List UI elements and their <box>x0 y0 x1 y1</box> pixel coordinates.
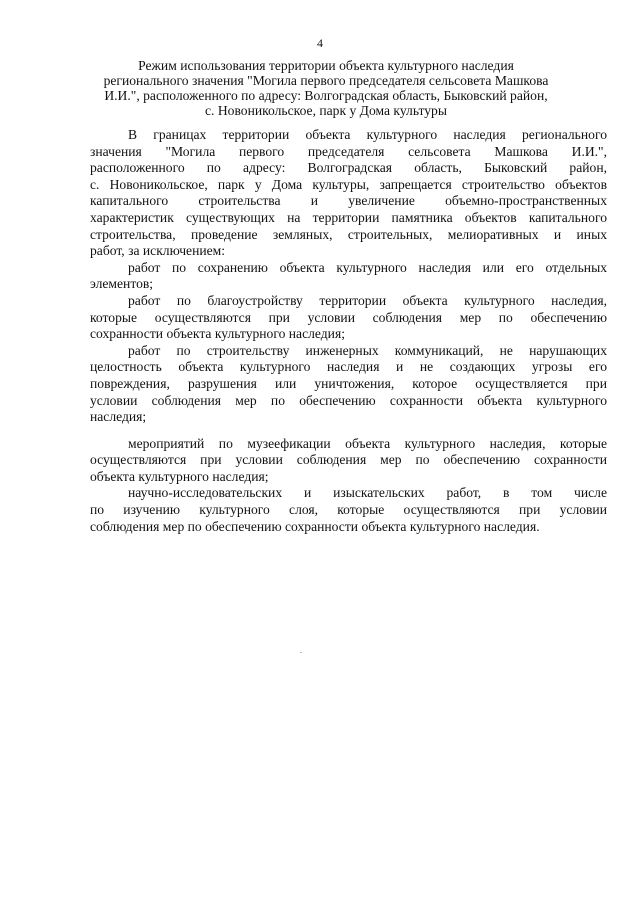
body-line: элементов; <box>90 276 154 292</box>
body-line: работ, за исключением: <box>90 243 226 259</box>
body-line: работ по строительству инженерных коммуникаций, не нарушающих <box>128 342 607 358</box>
body-line: капитального строительства и увеличение объемно-пространственных <box>90 193 607 209</box>
body-line: работ по благоустройству территории объекта культурного наследия, <box>128 292 607 308</box>
body-line: мероприятий по музеефикации объекта культурного наследия, которые <box>128 435 607 451</box>
title-line: с. Новоникольское, парк у Дома культуры <box>205 103 447 118</box>
document-body <box>90 127 607 535</box>
body-line: наследия; <box>90 409 147 425</box>
body-line: соблюдения мер по обеспечению сохранности объекта культурного наследия. <box>90 518 540 534</box>
body-line: объекта культурного наследия; <box>90 468 269 484</box>
body-line: научно-исследовательских и изыскательских работ, в том числе <box>128 485 607 501</box>
body-line: по изучению культурного слоя, которые осуществляются при условии <box>90 502 607 518</box>
body-line: расположенного по адресу: Волгоградская область, Быковский район, <box>90 160 607 176</box>
body-line: строительства, проведение земляных, строительных, мелиоративных и иных <box>90 226 607 242</box>
page-number: 4 <box>317 36 323 50</box>
title-line: Режим использования территории объекта культурного наследия <box>138 58 514 73</box>
body-line: сохранности объекта культурного наследия; <box>90 326 345 342</box>
body-line: с. Новоникольское, парк у Дома культуры, запрещается строительство объектов <box>90 176 607 192</box>
body-line: значения "Могила первого председателя сельсовета Машкова И.И.", <box>90 143 607 159</box>
scan-speck <box>300 652 302 653</box>
title-line: И.И.", расположенного по адресу: Волгоградская область, Быковский район, <box>104 88 548 103</box>
body-line: осуществляются при условии соблюдения мер по обеспечению сохранности <box>90 452 607 468</box>
body-line: целостность объекта культурного наследия и не создающих угрозы его <box>90 359 607 375</box>
body-line: В границах территории объекта культурного наследия регионального <box>128 127 607 142</box>
body-line: характеристик существующих на территории памятника объектов капитального <box>90 209 607 225</box>
body-line: условии соблюдения мер по обеспечению сохранности объекта культурного <box>90 392 607 408</box>
body-line: работ по сохранению объекта культурного наследия или его отдельных <box>128 259 607 275</box>
body-line: повреждения, разрушения или уничтожения, которое осуществляется при <box>90 375 607 391</box>
title-line: регионального значения "Могила первого председателя сельсовета Машкова <box>103 73 549 88</box>
document-title <box>86 58 566 118</box>
body-line: которые осуществляются при условии соблюдения мер по обеспечению <box>90 309 607 325</box>
